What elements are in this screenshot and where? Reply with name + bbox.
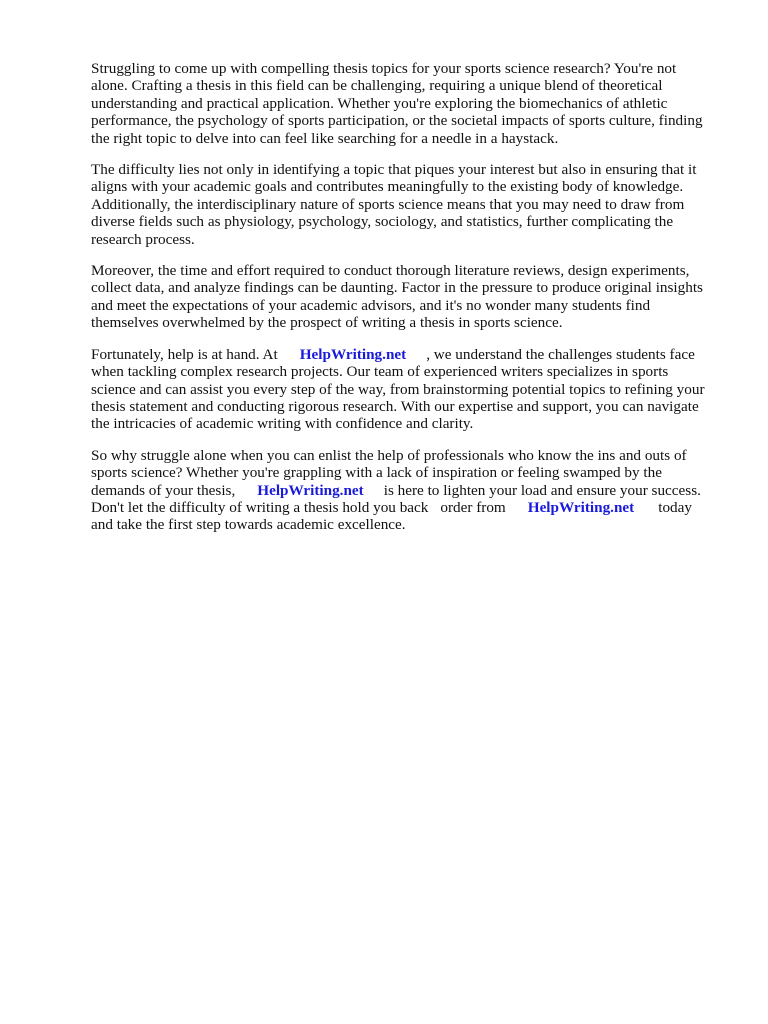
text-segment: order from [440,498,506,516]
text-line: sports science? Whether you're grappling with a lack of inspiration or feeling swamped by the [91,464,662,482]
paragraph-effort [91,262,726,332]
text-line: themselves overwhelmed by the prospect of writing a thesis in sports science. [91,314,563,332]
paragraph-difficulty [91,161,726,248]
text-line: research process. [91,230,195,248]
text-line: performance, the psychology of sports participation, or the societal impacts of sports culture, finding [91,112,703,130]
helpwriting-link[interactable]: HelpWriting.net [527,498,635,516]
text-line: and take the first step towards academic excellence. [91,516,406,534]
text-line: aligns with your academic goals and contributes meaningfully to the existing body of knowledge. [91,178,684,196]
text-segment: is here to lighten your load and ensure your success. [383,481,701,499]
text-line: Moreover, the time and effort required to conduct thorough literature reviews, design experiments, [91,262,690,280]
text-line: The difficulty lies not only in identifying a topic that piques your interest but also in ensuring that it [91,161,697,179]
text-segment: , we understand the challenges students face [426,345,695,363]
text-line: the intricacies of academic writing with confidence and clarity. [91,415,474,433]
text-line: understanding and practical application. Whether you're exploring the biomechanics of athletic [91,94,668,112]
text-line: So why struggle alone when you can enlist the help of professionals who know the ins and outs of [91,446,687,464]
text-line [91,346,726,363]
document-page [91,60,726,548]
text-line: when tackling complex research projects. Our team of experienced writers specializes in sports [91,363,669,381]
text-line: Additionally, the interdisciplinary nature of sports science means that you may need to draw from [91,195,685,213]
text-line: collect data, and analyze findings can be daunting. Factor in the pressure to produce original insights [91,279,703,297]
text-segment: demands of your thesis, [91,481,236,499]
text-line: science and can assist you every step of the way, from brainstorming potential topics to refining your [91,380,705,398]
helpwriting-link[interactable]: HelpWriting.net [299,345,407,363]
text-line: thesis statement and conducting rigorous research. With our expertise and support, you can navigate [91,397,699,415]
paragraph-help [91,346,726,433]
text-line: diverse fields such as physiology, psychology, sociology, and statistics, further complicating the [91,213,674,231]
text-line [91,482,726,499]
text-line: alone. Crafting a thesis in this field can be challenging, requiring a unique blend of theoretical [91,77,663,95]
paragraph-closing [91,447,726,534]
text-segment: Fortunately, help is at hand. At [91,345,278,363]
text-segment: Don't let the difficulty of writing a thesis hold you back [91,498,429,516]
text-line: and meet the expectations of your academic advisors, and it's no wonder many students find [91,296,651,314]
text-line [91,499,726,516]
text-line: the right topic to delve into can feel like searching for a needle in a haystack. [91,129,559,147]
text-line: Struggling to come up with compelling thesis topics for your sports science research? You're not [91,60,677,77]
paragraph-intro [91,60,726,147]
helpwriting-link[interactable]: HelpWriting.net [257,481,364,499]
text-segment: today [658,498,692,516]
